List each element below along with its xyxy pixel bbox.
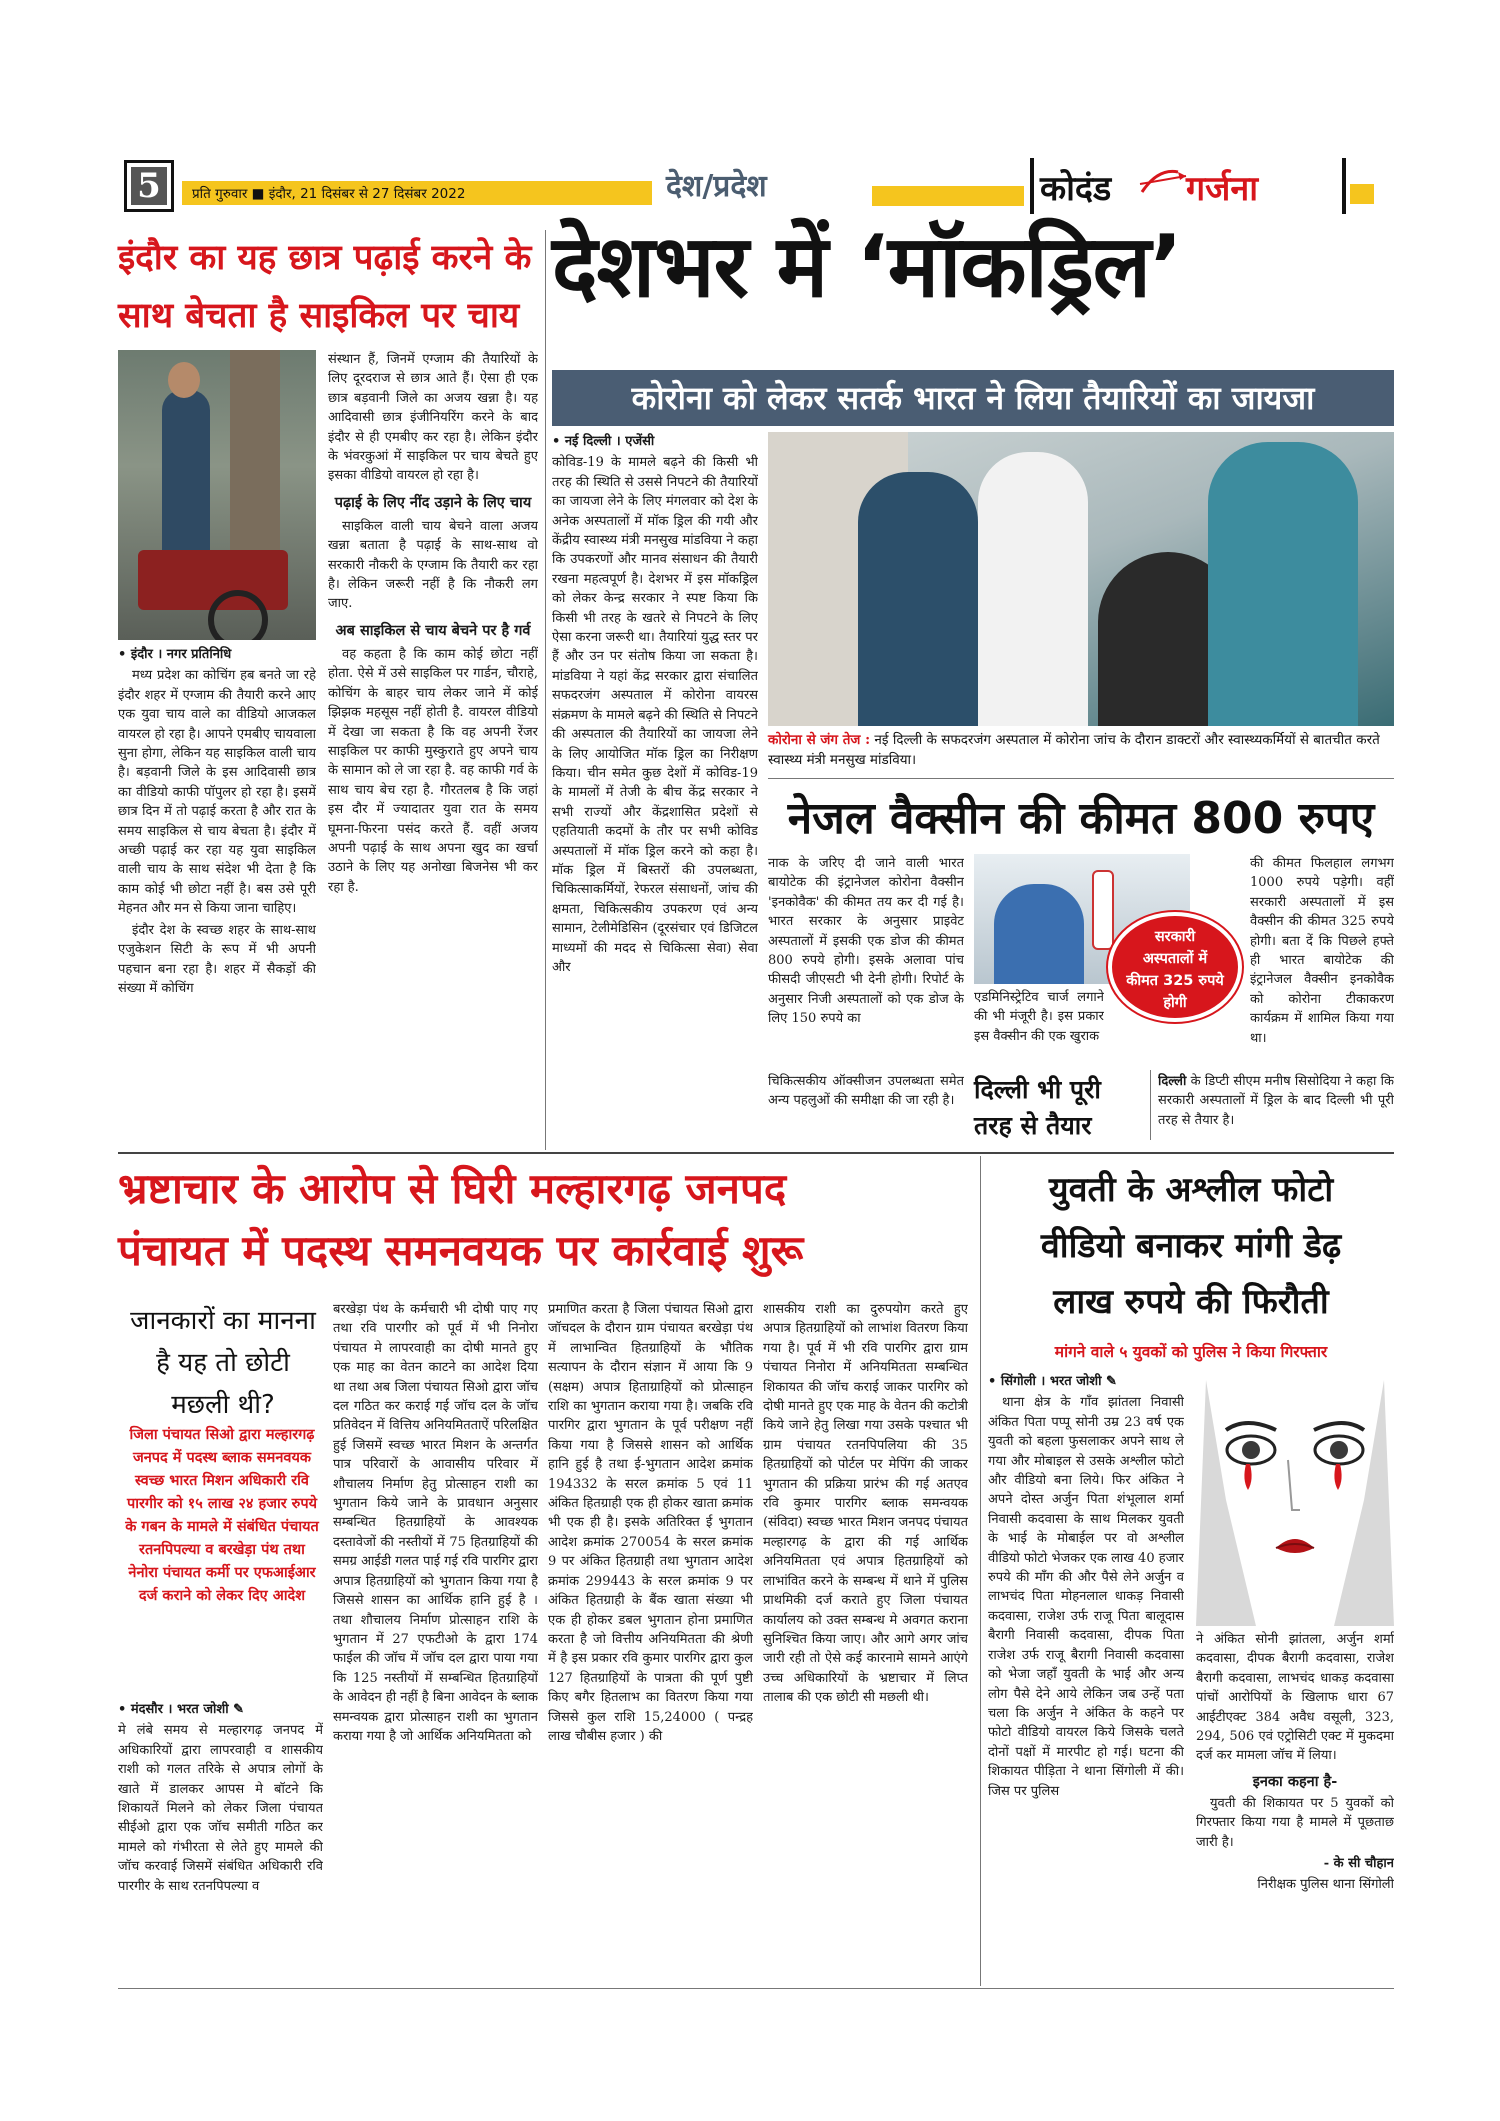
story1-headline-line1: इंदौर का यह छात्र पढ़ाई करने के bbox=[118, 238, 532, 278]
story1-byline: • इंदौर । नगर प्रतिनिधि bbox=[118, 647, 232, 662]
story4-headline-line2: तरह से तैयार bbox=[974, 1111, 1092, 1140]
story2-caption-lead: कोरोना से जंग तेज : bbox=[768, 732, 871, 748]
divider-caption bbox=[768, 778, 1394, 779]
camera-icon: ✎ bbox=[233, 1702, 245, 1717]
crying-face-illustration bbox=[1196, 1380, 1394, 1626]
story5-byline bbox=[118, 1700, 323, 1719]
story1-headline-line2: साथ बेचता है साइकिल पर चाय bbox=[118, 296, 520, 336]
photo-spray-hand bbox=[994, 884, 1084, 984]
story5-col3 bbox=[548, 1300, 753, 1984]
story4-headline bbox=[974, 1072, 1144, 1144]
story3-col-b bbox=[1250, 854, 1394, 1054]
story6-subhead: मांगने वाले ५ युवकों को पुलिस ने किया गिरफ्तार bbox=[1054, 1343, 1328, 1361]
story6-byline-text: • सिंगोली । भरत जोशी bbox=[988, 1374, 1102, 1389]
story1-col2 bbox=[328, 350, 538, 1150]
story6-headline-line2: वीडियो बनाकर मांगी डेढ़ bbox=[1040, 1226, 1342, 1266]
badge-line3: कीमत 325 रुपये bbox=[1126, 973, 1224, 989]
story4-body-text: के डिप्टी सीएम मनीष सिसोदिया ने कहा कि सरकारी अस्पतालों में ड्रिल के बाद दिल्ली भी पूरी तरह से तैयार है। bbox=[1158, 1074, 1394, 1128]
story1-subhead2: अब साइकिल से चाय बेचने पर है गर्व bbox=[335, 621, 531, 639]
story5-col2-text: बरखेड़ा पंथ के कर्मचारी भी दोषी पाए गए तथा रवि पारगीर को पूर्व में भी निनोरा पंचायत मे लापरवाही का दोषी मानते हुए एक माह का वेतन काटने का आदेश दिया था तथा अब जिला पंचायत सिओ द्वारा जॉच दल गठित कर कराई गई जॉच दल के जॉच प्रतिवेदन में वित्तिय अनियमितताऐं परिलक्षित हुई जिसमें स्वच्छ भारत मिशन के अन्तर्गत पात्र परिवारों के आवासीय परिवार में शौचालय निर्माण हेतु प्रोत्साहन राशी का भुगतान किये जाने के प्रावधान अनुसार सम्बन्धित हितग्राहियों के आवश्यक दस्तावेजों की नस्तीयों में 75 हितग्राहियों की समग्र आईडी गलत पाई गई रवि पारगिर द्वारा अपात्र हितग्राहियों को भुगतान किया गया है जिससे शासन का आर्थिक हानि हुई है । तथा शौचालय निर्माण प्रोत्साहन राशि के भुगतान में 27 एफटीओ के द्वारा 174 फाईल की जॉच में जॉच दल द्वारा पाया गया कि 125 नस्तीयों में सम्बन्धित हितग्राहियों के आवेदन ही नहीं है बिना आवेदन के ब्लाक समन्वयक द्वारा प्रोत्साहन राशी का भुगतान कराया गया है जो आर्थिक अनियमितता को bbox=[333, 1302, 538, 1744]
story2-subhead: कोरोना को लेकर सतर्क भारत ने लिया तैयारियों का जायजा bbox=[631, 379, 1315, 417]
divider-story4 bbox=[1150, 1070, 1151, 1140]
story5-byline-text: • मंदसौर । भरत जोशी bbox=[118, 1702, 229, 1717]
story6-quote-title: इनका कहना है- bbox=[1252, 1772, 1338, 1790]
photo-spray bbox=[1092, 870, 1114, 950]
story3-col-a bbox=[768, 854, 964, 1054]
story2-body: कोविड-19 के मामले बढ़ने की किसी भी तरह की स्थिति से उससे निपटने की तैयारियों का जायजा लेने के लिए मंगलवार को देश के अनेक अस्पतालों में मॉक ड्रिल की गयी और केंद्रीय स्वास्थ्य मंत्री मनसुख मांडविया ने कहा कि उपकरणों और मानव संसाधन की तैयारी रखना महत्वपूर्ण है। देशभर में इस मॉकड्रिल को लेकर केन्द्र सरकार ने स्पष्ट किया कि किसी भी तरह के खतरे से निपटने के लिए ऐसा करना जरूरी था। तैयारियां युद्ध स्तर पर हैं और उन पर संतोष किया जा सकता है। मांडविया ने यहां केंद्र सरकार द्वारा संचालित सफदरजंग अस्पताल में कोरोना वायरस संक्रमण के मामले बढ़ने की स्थिति से निपटने की अस्पताल की तैयारियों का जायजा लेने के लिए आयोजित मॉक ड्रिल का निरीक्षण किया। चीन समेत कुछ देशों में कोविड-19 के मामलों में तेजी के बीच केंद्र सरकार ने सभी राज्यों और केंद्रशासित प्रदेशों से एहतियाती कदमों के तौर पर सभी कोविड अस्पतालों में मॉक ड्रिल करने को कहा है। मॉक ड्रिल में बिस्तरों की उपलब्धता, चिकित्साकर्मियों, रेफरल संसाधनों, जांच की क्षमता, चिकित्सकीय उपकरण एवं अन्य सामान, टेलीमेडिसिन (दूरसंचार एवं डिजिटल माध्यमों की मदद से चिकित्सा सेवा) सेवा और bbox=[552, 455, 758, 975]
masthead-rule-right bbox=[1342, 158, 1346, 214]
story4-body-lead: दिल्ली bbox=[1158, 1074, 1187, 1089]
story1-col2-text-b: साइकिल वाली चाय बेचने वाला अजय खन्ना बताता है पढ़ाई के साथ-साथ वो सरकारी नौकरी के एग्जाम कि तैयारी कर रहा है। लेकिन जरूरी नहीं है कि नौकरी लग जाए. bbox=[328, 518, 538, 612]
masthead-left: कोदंड bbox=[1040, 169, 1112, 209]
story3-photo-text-p: एडमिनिस्ट्रेटिव चार्ज लगाने की भी मंजूरी है। इस प्रकार इस वैक्सीन की एक खुराक bbox=[974, 990, 1104, 1044]
story6-col1 bbox=[988, 1372, 1184, 1984]
story3-col-a-text: नाक के जरिए दी जाने वाली भारत बायोटेक की इंट्रानेजल कोरोना वैक्सीन 'इनकोवैक' की कीमत तय कर दी गई है। भारत सरकार के अनुसार प्राइवेट अस्पतालों में इसकी एक डोज की कीमत 800 रुपये होगी। इसके अलावा पांच फीसदी जीएसटी भी देनी होगी। रिपोर्ट के अनुसार निजी अस्पतालों को एक डोज के लिए 150 रुपये का bbox=[768, 856, 964, 1027]
photo-doctor1 bbox=[858, 472, 978, 726]
story6-col2-text: ने अंकित सोनी झांतला, अर्जुन शर्मा कदवासा, दीपक बैरागी कदवासा, राजेश बैरागी कदवासा, लाभचंद धाकड़ कदवासा पांचों आरोपियों के खिलाफ धारा 67 आईटीएक्ट 384 अवैध वसूली, 323, 294, 506 एवं एट्रोसिटी एक्ट में मुकदमा दर्ज कर मामला जॉच में लिया। bbox=[1196, 1632, 1394, 1764]
divider-main bbox=[118, 1152, 1394, 1154]
badge-line4: होगी bbox=[1163, 995, 1187, 1011]
bow-arrow-logo-icon bbox=[1138, 166, 1190, 196]
photo-head bbox=[168, 362, 200, 398]
story3-headline: नेजल वैक्सीन की कीमत 800 रुपए bbox=[787, 793, 1375, 844]
story5-headline-line1: भ्रष्टाचार के आरोप से घिरी मल्हारगढ़ जनपद bbox=[118, 1164, 787, 1213]
masthead-yellow-bar bbox=[1350, 184, 1374, 204]
story6-quote-name: - के सी चौहान bbox=[1323, 1856, 1394, 1872]
story3-col-b-text: की कीमत फिलहाल लगभग 1000 रुपये पड़ेगी। वहीं सरकारी अस्पतालों में इस वैक्सीन की कीमत 325 रुपये होगी। बता दें कि पिछले हफ्ते ही भारत बायोटेक की इंट्रानेजल वैक्सीन इनकोवैक को कोरोना टीकाकरण कार्यक्रम में शामिल किया गया था। bbox=[1250, 856, 1394, 1046]
story6-quote: युवती की शिकायत पर 5 युवकों को गिरफ्तार किया गया है मामले में पूछताछ जारी है। bbox=[1196, 1795, 1394, 1850]
story6-byline bbox=[988, 1372, 1184, 1391]
story5-col3-text: प्रमाणित करता है जिला पंचायत सिओ द्वारा जॉचदल के दौरान ग्राम पंचायत बरखेड़ा पंथ में लाभान्वित हितग्राहियों के भौतिक सत्यापन के दौरान संज्ञान में आया कि 9 (सक्षम) अपात्र हिताग्राहियों को प्रोत्साहन राशि का भुगतान कराया गया है। जबकि रवि पारगिर द्वारा भुगतान के पूर्व परीक्षण नहीं किया गया है जिससे शासन को आर्थिक हानि हुई है तथा ई-भुगतान आदेश क्रमांक 194332 के सरल क्रमांक 5 एवं 11 अंकित हितग्राही एक ही होकर खाता क्रमांक भी एक ही है। इसके अतिरिक्त ई भुगतान आदेश क्रमांक 270054 के सरल क्रमांक 9 पर अंकित हितग्राही तथा भुगतान आदेश क्रमांक 299443 के सरल क्रमांक 9 पर अंकित हितग्राही के बैंक खाता संख्या भी एक ही होकर डबल भुगतान होना प्रमाणित करता है जो वित्तीय अनियमितता की श्रेणी में है इस प्रकार रवि कुमार पारगिर द्वारा कुल 127 हितग्राहियों के पात्रता की पूर्ण पुष्टी किए बगैर हितलाभ का वितरण किया गया जिससे कुल राशि 15,24000 ( पन्द्रह लाख चौबीस हजार ) की bbox=[548, 1302, 753, 1744]
story5-quote: जानकारों का मानना है यह तो छोटी मछली थी? bbox=[130, 1306, 316, 1420]
story2-photo bbox=[768, 432, 1394, 726]
masthead-right: गर्जना bbox=[1186, 169, 1259, 209]
story1-subhead1: पढ़ाई के लिए नींद उड़ाने के लिए चाय bbox=[334, 493, 532, 511]
divider-story1 bbox=[545, 230, 546, 1150]
story2-caption bbox=[768, 730, 1394, 770]
photo-minister bbox=[978, 452, 1088, 726]
camera-icon: ✎ bbox=[1105, 1374, 1117, 1389]
story5-highlight: जिला पंचायत सिओ द्वारा मल्हारगढ़ जनपद में पदस्थ ब्लाक समनवयक स्वच्छ भारत मिशन अधिकारी रवि पारगीर को १५ लाख २४ हजार रुपये के गबन के मामले में संबंधित पंचायत रतनपिपल्या व बरखेड़ा पंथ तथा नेनोरा पंचायत कर्मी पर एफआईआर दर्ज कराने को लेकर दिए आदेश bbox=[125, 1427, 319, 1604]
page-number-inner: 5 bbox=[131, 167, 167, 205]
story2-body-cont: चिकित्सकीय ऑक्सीजन उपलब्धता समेत अन्य पहलुओं की समीक्षा की जा रही है। bbox=[768, 1074, 964, 1109]
badge-line2: अस्पतालों में bbox=[1142, 951, 1208, 967]
story5-col1 bbox=[118, 1700, 323, 1984]
masthead-rule-left bbox=[1030, 158, 1034, 214]
story6-illustration bbox=[1196, 1380, 1394, 1626]
story1-photo bbox=[118, 350, 316, 640]
story5-headline-line2: पंचायत में पदस्थ समनवयक पर कार्रवाई शुरू bbox=[118, 1226, 804, 1275]
story2-headline: देशभर में ‘मॉकड्रिल’ bbox=[552, 217, 1182, 317]
story5-col1-text: मे लंबे समय से मल्हारगढ़ जनपद में अधिकारियों द्वारा लापरवाही व शासकीय राशी को गलत तरिके से अपात्र लोगों के खाते में डालकर आपस मे बॉटने कि शिकायतें मिलने को लेकर जिला पंचायत सीईओ द्वारा एक जॉच समीती गठित कर मामले को गंभीरता से लेते हुए मामले की जॉच करवाई जिसमें संबंधित अधिकारी रवि पारगीर के साथ रतनपिपल्या व bbox=[118, 1723, 323, 1894]
story4-body bbox=[1158, 1072, 1394, 1152]
story6-headline-line1: युवती के अश्लील फोटो bbox=[1048, 1170, 1334, 1210]
dateline: प्रति गुरुवार ■ इंदौर, 21 दिसंबर से 27 दिसंबर 2022 bbox=[192, 186, 466, 202]
divider-bottom bbox=[118, 1988, 1394, 1989]
story2-col bbox=[552, 432, 758, 1150]
section-bar bbox=[872, 186, 1024, 206]
story1-col1 bbox=[118, 645, 316, 1150]
story1-col2-text-c: वह कहता है कि काम कोई छोटा नहीं होता. ऐसे में उसे साइकिल पर गार्डन, चौराहे, कोचिंग के बाहर चाय लेकर जाने में कोई झिझक महसूस नहीं होती है. वायरल वीडियो में देखा जा सकता है कि वह अपनी रेंजर साइकिल पर काफी मुस्कुराते हुए अपने चाय के सामान को ले जा रहा है. वह काफी गर्व के साथ चाय बेच रहा है. गौरतलब है कि जहां इस दौर में ज्यादातर युवा रात के समय घूमना-फिरना पसंद करते हैं. वहीं अजय अपनी पढ़ाई के साथ अपना खुद का खर्चा उठाने के लिए यह अनोखा बिजनेस भी कर रहा है. bbox=[328, 646, 538, 895]
section-title: देश/प्रदेश bbox=[666, 169, 767, 204]
story6-col2 bbox=[1196, 1630, 1394, 1984]
story5-col4 bbox=[763, 1300, 968, 1984]
story3-photo-text bbox=[974, 988, 1104, 1058]
story4-headline-line1: दिल्ली भी पूरी bbox=[974, 1075, 1101, 1104]
story6-col1-text: थाना क्षेत्र के गाँव झांतला निवासी अंकित पिता पप्पू सोनी उम्र 23 वर्ष एक युवती को बहला फुसलाकर अपने साथ ले गया और मोबाइल से उसके अश्लील फोटो और वीडियो बना लिये। फिर अंकित ने अपने दोस्त अर्जुन पिता शंभूलाल शर्मा निवासी कदवासा के साथ मिलकर युवती के भाई के मोबाईल पर वो अश्लील वीडियो फोटो भेजकर एक लाख 40 हजार रुपये की मॉंग की और पैसे लेने अर्जुन व लाभचंद पिता मोहनलाल धाकड़ निवासी कदवासा, राजेश उर्फ राजू पिता बालूदास बैरागी निवासी कदवासा, दीपक पिता राजेश उर्फ राजू बैरागी निवासी कदवासा को भेजा जहाँ युवती के भाई और अन्य लोग पैसे देने आये लेकिन जब उन्हें पता चला कि अर्जुन ने अंकित के कहने पर फोटो वीडियो वायरल किये जिसके चलते दोनों पक्षों में मारपीट हो गई। घटना की शिकायत पीड़िता ने थाना सिंगोली में की। जिस पर पुलिस bbox=[988, 1395, 1184, 1799]
story5-col4-text: शासकीय राशी का दुरुपयोग करते हुए अपात्र हितग्राहियों को लाभांश वितरण किया गया है। पूर्व में भी रवि पारगिर द्वारा ग्राम पंचायत निनोरा में अनियमितता सम्बन्धित शिकायत की जॉच कराई जाकर पारगिर को दोषी मानते हुए एक माह के वेतन की कटोत्री किये जाने हेतु लिखा गया उसके पश्चात भी ग्राम पंचायत रतनपिपलिया की 35 हितग्राहियों को पोर्टल पर मेपिंग की जाकर भुगतान की प्रक्रिया प्रारंभ की गई अतएव रवि कुमार पारगिर ब्लाक समन्वयक (संविदा) स्वच्छ भारत मिशन जनपद पंचायत मल्हारगढ़ के द्वारा की गई आर्थिक अनियमितता एवं अपात्र हितग्राहियों को लाभांवित करने के सम्बन्ध में थाने में पुलिस प्राथमिकी दर्ज कराते हुए जिला पंचायत कार्यालय को उक्त सम्बन्ध मे अवगत कराना सुनिश्चित किया जाए। और आगे अगर जांच जारी रही तो ऐसे कई कारनामे सामने आएंगे उच्च अधिकारियों के भ्रष्टाचार में लिप्त तालाब की एक छोटी सी मछली थी। bbox=[763, 1302, 968, 1706]
story5-headline bbox=[118, 1158, 978, 1282]
story6-headline bbox=[988, 1162, 1394, 1330]
story1-col2-text-a: संस्थान हैं, जिनमें एग्जाम की तैयारियों के लिए दूरदराज से छात्र आते हैं। ऐसा ही एक छात्र बड़वानी जिले का अजय खन्ना है। यह आदिवासी छात्र इंजीनियरिंग करने के बाद इंदौर से ही एमबीए कर रहा है। लेकिन इंदौर के भंवरकुआं में साइकिल पर चाय बेचते हुए इसका वीडियो वायरल हो रहा है। bbox=[328, 352, 538, 484]
story3-badge bbox=[1108, 912, 1242, 1022]
story1-col1-text-b: इंदौर देश के स्वच्छ शहर के साथ-साथ एजुकेशन सिटी के रूप में भी अपनी पहचान बना रहा है। शहर में सैकड़ों की संख्या में कोचिंग bbox=[118, 922, 316, 996]
story6-quote-role: निरीक्षक पुलिस थाना सिंगोली bbox=[1257, 1877, 1394, 1893]
photo-tree bbox=[230, 350, 280, 560]
divider-story5 bbox=[980, 1156, 981, 1986]
page-number-box bbox=[124, 160, 174, 212]
story2-caption-text: नई दिल्ली के सफदरजंग अस्पताल में कोरोना जांच के दौरान डाक्टरों और स्वास्थ्यकर्मियों से बातचीत करते स्वास्थ्य मंत्री मनसुख मांडविया। bbox=[768, 732, 1380, 768]
badge-line1: सरकारी bbox=[1154, 929, 1196, 945]
story2-byline: • नई दिल्ली । एजेंसी bbox=[552, 434, 655, 449]
photo-person bbox=[162, 390, 210, 570]
story2-col-cont bbox=[768, 1072, 964, 1152]
story5-col2 bbox=[333, 1300, 538, 1984]
photo-nurse bbox=[1208, 442, 1358, 726]
story6-headline-line3: लाख रुपये की फिरौती bbox=[1053, 1282, 1329, 1322]
story1-col1-text: मध्य प्रदेश का कोचिंग हब बनते जा रहे इंदौर शहर में एग्जाम की तैयारी करने आए एक युवा चाय वाले का वीडियो आजकल वायरल हो रहा है। आपने एमबीए चायवाला सुना होगा, लेकिन यह साइकिल वाली चाय है। बड़वानी जिले के इस आदिवासी छात्र का वीडियो काफी पॉपुलर हो रहा है। इसमें छात्र दिन में तो पढ़ाई करता है और रात के समय साइकिल से चाय बेचता है। इंदौर में अच्छी पढ़ाई कर रहा यह युवा साइकिल वाली चाय के साथ संदेश भी देता है कि काम कोई भी छोटा नहीं है। बस उसे पूरी मेहनत और मन से किया जाना चाहिए। bbox=[118, 668, 316, 917]
masthead bbox=[1040, 160, 1330, 216]
